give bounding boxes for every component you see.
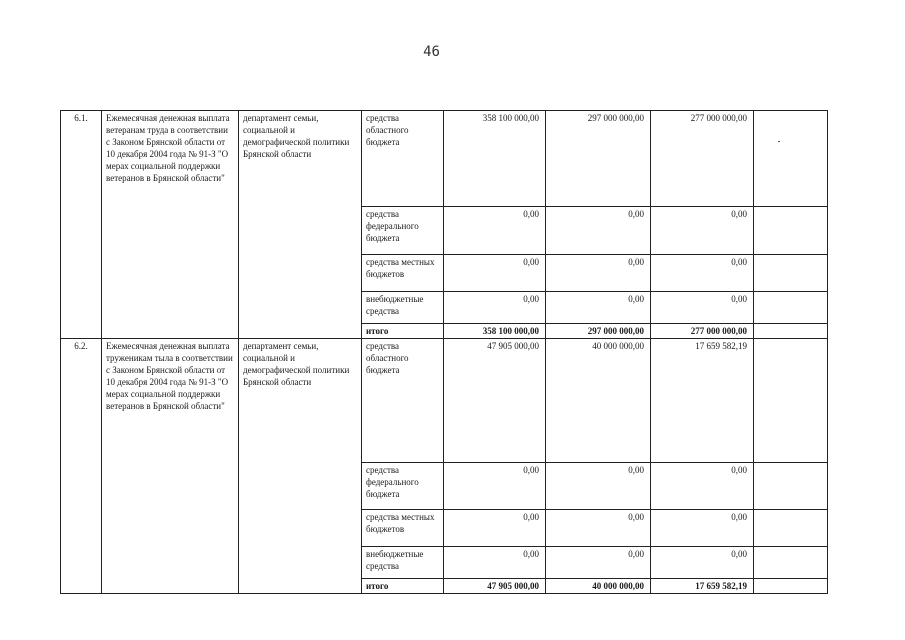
amount-year-2: 40 000 000,00 bbox=[546, 339, 651, 463]
amount-year-3: 0,00 bbox=[651, 510, 754, 547]
amount-year-1: 47 905 000,00 bbox=[444, 339, 546, 463]
funding-source-total: итого bbox=[362, 324, 444, 339]
empty-cell bbox=[754, 339, 828, 463]
total-year-2: 297 000 000,00 bbox=[546, 324, 651, 339]
amount-year-3: 0,00 bbox=[651, 463, 754, 510]
total-year-3: 17 659 582,19 bbox=[651, 579, 754, 594]
empty-cell bbox=[754, 292, 828, 324]
total-year-3: 277 000 000,00 bbox=[651, 324, 754, 339]
empty-cell bbox=[754, 207, 828, 255]
funding-source: средства федерального бюджета bbox=[362, 463, 444, 510]
budget-table-wrapper bbox=[60, 110, 828, 594]
funding-source: внебюджетные средства bbox=[362, 292, 444, 324]
amount-year-2: 0,00 bbox=[546, 207, 651, 255]
executor: департамент семьи, социальной и демографической политики Брянской области bbox=[239, 111, 362, 339]
amount-year-3: 0,00 bbox=[651, 547, 754, 579]
amount-year-1: 0,00 bbox=[444, 463, 546, 510]
budget-table bbox=[60, 110, 828, 594]
funding-source: средства областного бюджета bbox=[362, 111, 444, 207]
funding-source-total: итого bbox=[362, 579, 444, 594]
table-row bbox=[61, 339, 828, 463]
item-number: 6.2. bbox=[61, 339, 102, 594]
empty-cell bbox=[754, 463, 828, 510]
amount-year-3: 0,00 bbox=[651, 207, 754, 255]
measure-name: Ежемесячная денежная выплата труженикам тыла в соответствии с Законом Брянской области от 10 декабря 2004 года № 91-З "О мерах социальной поддержки ветеранов в Брянской области" bbox=[102, 339, 239, 594]
empty-cell bbox=[754, 111, 828, 207]
amount-year-2: 0,00 bbox=[546, 547, 651, 579]
empty-cell bbox=[754, 579, 828, 594]
amount-year-2: 0,00 bbox=[546, 255, 651, 292]
table-row bbox=[61, 111, 828, 207]
measure-name: Ежемесячная денежная выплата ветеранам труда в соответствии с Законом Брянской области от 10 декабря 2004 года № 91-З "О мерах социальной поддержки ветеранов в Брянской области" bbox=[102, 111, 239, 339]
amount-year-3: 277 000 000,00 bbox=[651, 111, 754, 207]
empty-cell bbox=[754, 324, 828, 339]
empty-cell bbox=[754, 255, 828, 292]
amount-year-1: 0,00 bbox=[444, 255, 546, 292]
item-number: 6.1. bbox=[61, 111, 102, 339]
amount-year-3: 0,00 bbox=[651, 292, 754, 324]
amount-year-2: 0,00 bbox=[546, 292, 651, 324]
amount-year-1: 358 100 000,00 bbox=[444, 111, 546, 207]
amount-year-1: 0,00 bbox=[444, 207, 546, 255]
empty-cell bbox=[754, 547, 828, 579]
amount-year-1: 0,00 bbox=[444, 510, 546, 547]
amount-year-3: 17 659 582,19 bbox=[651, 339, 754, 463]
funding-source: средства местных бюджетов bbox=[362, 255, 444, 292]
total-year-1: 358 100 000,00 bbox=[444, 324, 546, 339]
amount-year-1: 0,00 bbox=[444, 292, 546, 324]
total-year-1: 47 905 000,00 bbox=[444, 579, 546, 594]
amount-year-3: 0,00 bbox=[651, 255, 754, 292]
funding-source: внебюджетные средства bbox=[362, 547, 444, 579]
empty-cell bbox=[754, 510, 828, 547]
total-year-2: 40 000 000,00 bbox=[546, 579, 651, 594]
amount-year-2: 297 000 000,00 bbox=[546, 111, 651, 207]
executor: департамент семьи, социальной и демографической политики Брянской области bbox=[239, 339, 362, 594]
funding-source: средства местных бюджетов bbox=[362, 510, 444, 547]
funding-source: средства федерального бюджета bbox=[362, 207, 444, 255]
page-number: 46 bbox=[423, 44, 440, 60]
amount-year-2: 0,00 bbox=[546, 463, 651, 510]
funding-source: средства областного бюджета bbox=[362, 339, 444, 463]
amount-year-2: 0,00 bbox=[546, 510, 651, 547]
amount-year-1: 0,00 bbox=[444, 547, 546, 579]
